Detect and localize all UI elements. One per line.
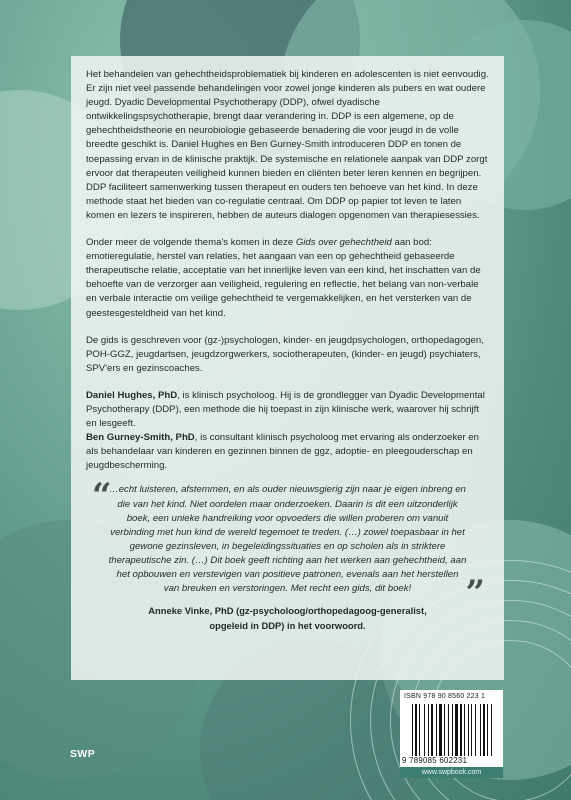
isbn-barcode-block [400, 690, 503, 778]
author-bio-hughes [86, 389, 489, 431]
book-title-italic: Gids over gehechtheid [295, 237, 392, 249]
barcode-bar [431, 704, 433, 756]
attribution-line: Anneke Vinke, PhD (gz-psycholoog/orthopedagoog-generalist, [148, 605, 427, 617]
barcode-bar [448, 704, 449, 756]
author-name: Ben Gurney-Smith, PhD [86, 432, 195, 444]
themes-lead: Onder meer de volgende thema's komen in deze [86, 237, 296, 249]
barcode-bar [460, 704, 462, 756]
publisher-logo: SWP [70, 748, 96, 760]
barcode-bar [424, 704, 425, 756]
barcode-bar [436, 704, 437, 756]
intro-paragraph: Het behandelen van gehechtheidsproblematiek bij kinderen en adolescenten is niet eenvoudig. Er zijn niet veel passende behandelingen voor zowel jonge kinderen als pubers en wat oudere jeugd. Dyadic Developmental Psychotherapy (DDP), ofwel dyadische ontwikkelingspsychotherapie, brengt daar verandering in. DDP is een algemene, op de gehechtheidstheorie en neurobiologie gebaseerde benadering die voor jeugd in de volle breedte geschikt is. Daniel Hughes en Ben Gurney-Smith introduceren DDP en tonen de toepassing ervan in de klinische praktijk. De systemische en relationele aanpak van DDP zorgt ervoor dat therapeuten veiligheid kunnen bieden en cliënten beter leren kennen en begrijpen. DDP faciliteert samenwerking tussen therapeut en ouders ten behoeve van het kind. In deze methode staat het bieden van co-regulatie centraal. Om DDP op papier tot leven te laten komen en lezers te inspireren, hebben de auteurs dialogen opgenomen van therapiesessies. [86, 69, 489, 221]
barcode-bar [468, 704, 469, 756]
audience-paragraph: De gids is geschreven voor (gz-)psychologen, kinder- en jeugdpsychologen, orthopedagogen, POH-GGZ, jeugdartsen, jeugdzorgwerkers, sociotherapeuten, (kinder- en jeugd) psychiaters, SPV'ers en gezinscoaches. [86, 334, 484, 374]
barcode-bar [471, 704, 472, 756]
attribution-line: opgeleid in DDP) in het voorwoord. [209, 619, 366, 631]
publisher-url: www.swpbook.com [400, 767, 503, 778]
themes-list: aan bod: emotieregulatie, herstel van relaties, het aangaan van een op gehechtheid gebaseerde therapeutische relatie, acceptatie van het innerlijke leven van een kind, het inschatten van de behoefte van de verzorger aan veiligheid, regulering en reflectie, het belang van non-verbale en verbale interactie om veilige gehechtheid te vergemakkelijken, en het versterken van de geestesgesteldheid van het kind. [86, 237, 481, 319]
barcode-bar [483, 704, 485, 756]
back-cover-text-panel [71, 56, 504, 680]
author-name: Daniel Hughes, PhD [86, 389, 178, 401]
barcode-bar [415, 704, 417, 756]
quote-text: …echt luisteren, afstemmen, en als ouder nieuwsgierig zijn naar je eigen inbreng en die van het kind. Niet oordelen maar onderzoeken. Daarin is dit een uitzonderlijk boek, een unieke handreiking voor opvoeders die willen proberen om vanuit verbinding met hun kind de wereld tegemoet te treden. (…) zowel toepasbaar in het gewone gezinsleven, in begeleidingssituaties en op scholen als in striktere therapeutische zin. (…) Dit boek geeft richting aan het werken aan gehechtheid, aan het opbouwen en verstevigen van positieve patronen, evenals aan het herstellen van breuken en verstoringen. Met recht een gids, dit boek! [108, 484, 467, 595]
barcode-bar [491, 704, 492, 756]
open-quote-mark: “ [92, 476, 112, 517]
barcode-bar [439, 704, 442, 756]
barcode-digits: 9 789085 602231 [402, 756, 468, 765]
themes-paragraph [86, 236, 489, 321]
isbn-label: ISBN 978 90 8560 223 1 [404, 693, 486, 700]
close-quote-mark: ” [465, 573, 485, 614]
barcode-bar [419, 704, 420, 756]
barcode-bar [412, 704, 413, 756]
author-bio: , is consultant klinisch psycholoog met ervaring als onderzoeker en als behandelaar van kinderen en gezinnen binnen de ggz, adoptie- en pleegouderschap en jeugdbescherming. [86, 432, 479, 472]
author-bio: , is klinisch psycholoog. Hij is de grondlegger van Dyadic Developmental Psychotherapy (DDP), een methode die hij toepast in zijn klinische werk, waarover hij schrijft en lesgeeft. [86, 389, 485, 430]
barcode-bar [480, 704, 481, 756]
barcode-bar [464, 704, 465, 756]
quote-attribution [86, 604, 489, 633]
barcode-bar [444, 704, 445, 756]
barcode-bar [452, 704, 453, 756]
barcode-bar [487, 704, 488, 756]
barcode-bar [455, 704, 458, 756]
author-bio-gurney-smith [86, 431, 489, 473]
barcode-bar [428, 704, 429, 756]
barcode-bar [475, 704, 476, 756]
barcode-icon [412, 704, 498, 756]
